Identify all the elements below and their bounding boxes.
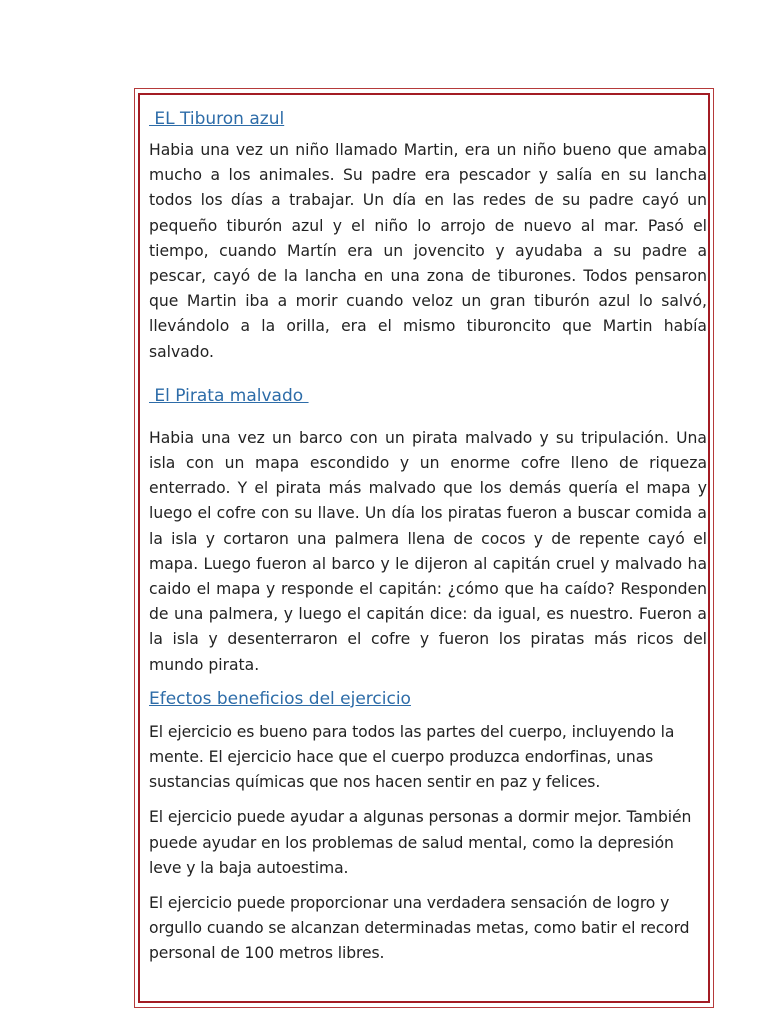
document-frame-outer bbox=[134, 88, 714, 1008]
story-paragraph-tiburon: Habia una vez un niño llamado Martin, era un niño bueno que amaba mucho a los animales. Su padre era pescador y salía en su lancha todos los días a trabajar. Un día en las redes de su padre cayó un pequeño tiburón azul y el niño lo arrojo de nuevo al mar. Pasó el tiempo, cuando Martín era un jovencito y ayudaba a su padre a pescar, cayó de la lancha en una zona de tiburones. Todos pensaron que Martin iba a morir cuando veloz un gran tiburón azul lo salvó, llevándolo a la orilla, era el mismo tiburoncito que Martin había salvado. bbox=[149, 141, 707, 361]
story-title-pirata-link[interactable]: El Pirata malvado bbox=[149, 385, 309, 406]
story-title-tiburon-link[interactable]: EL Tiburon azul bbox=[149, 109, 285, 129]
article-paragraph-ejercicio-1: El ejercicio es bueno para todos las partes del cuerpo, incluyendo la mente. El ejercicio hace que el cuerpo produzca endorfinas, unas sustancias químicas que nos hacen sentir en paz y felices. bbox=[149, 722, 675, 792]
story-paragraph-pirata: Habia una vez un barco con un pirata malvado y su tripulación. Una isla con un mapa escondido y un enorme cofre lleno de riqueza enterrado. Y el pirata más malvado que los demás quería el mapa y luego el cofre con su llave. Un día los piratas fueron a buscar comida a la isla y cortaron una palmera llena de cocos y de repente cayó el mapa. Luego fueron al barco y le dijeron al capitán cruel y malvado ha caido el mapa y responde el capitán: ¿cómo que ha caído? Responden de una palmera, y luego el capitán dice: da igual, es nuestro. Fueron a la isla y desenterraron el cofre y fueron los piratas más ricos del mundo pirata. bbox=[149, 428, 707, 674]
document-frame-inner bbox=[138, 93, 710, 1003]
article-paragraph-ejercicio-2: El ejercicio puede ayudar a algunas personas a dormir mejor. También puede ayudar en los problemas de salud mental, como la depresión leve y la baja autoestima. bbox=[149, 808, 692, 877]
document-content bbox=[149, 108, 707, 967]
article-title-ejercicio-link[interactable]: Efectos beneficios del ejercicio bbox=[149, 688, 411, 709]
article-paragraph-ejercicio-3: El ejercicio puede proporcionar una verdadera sensación de logro y orgullo cuando se alcanzan determinadas metas, como batir el record personal de 100 metros libres. bbox=[149, 894, 690, 963]
